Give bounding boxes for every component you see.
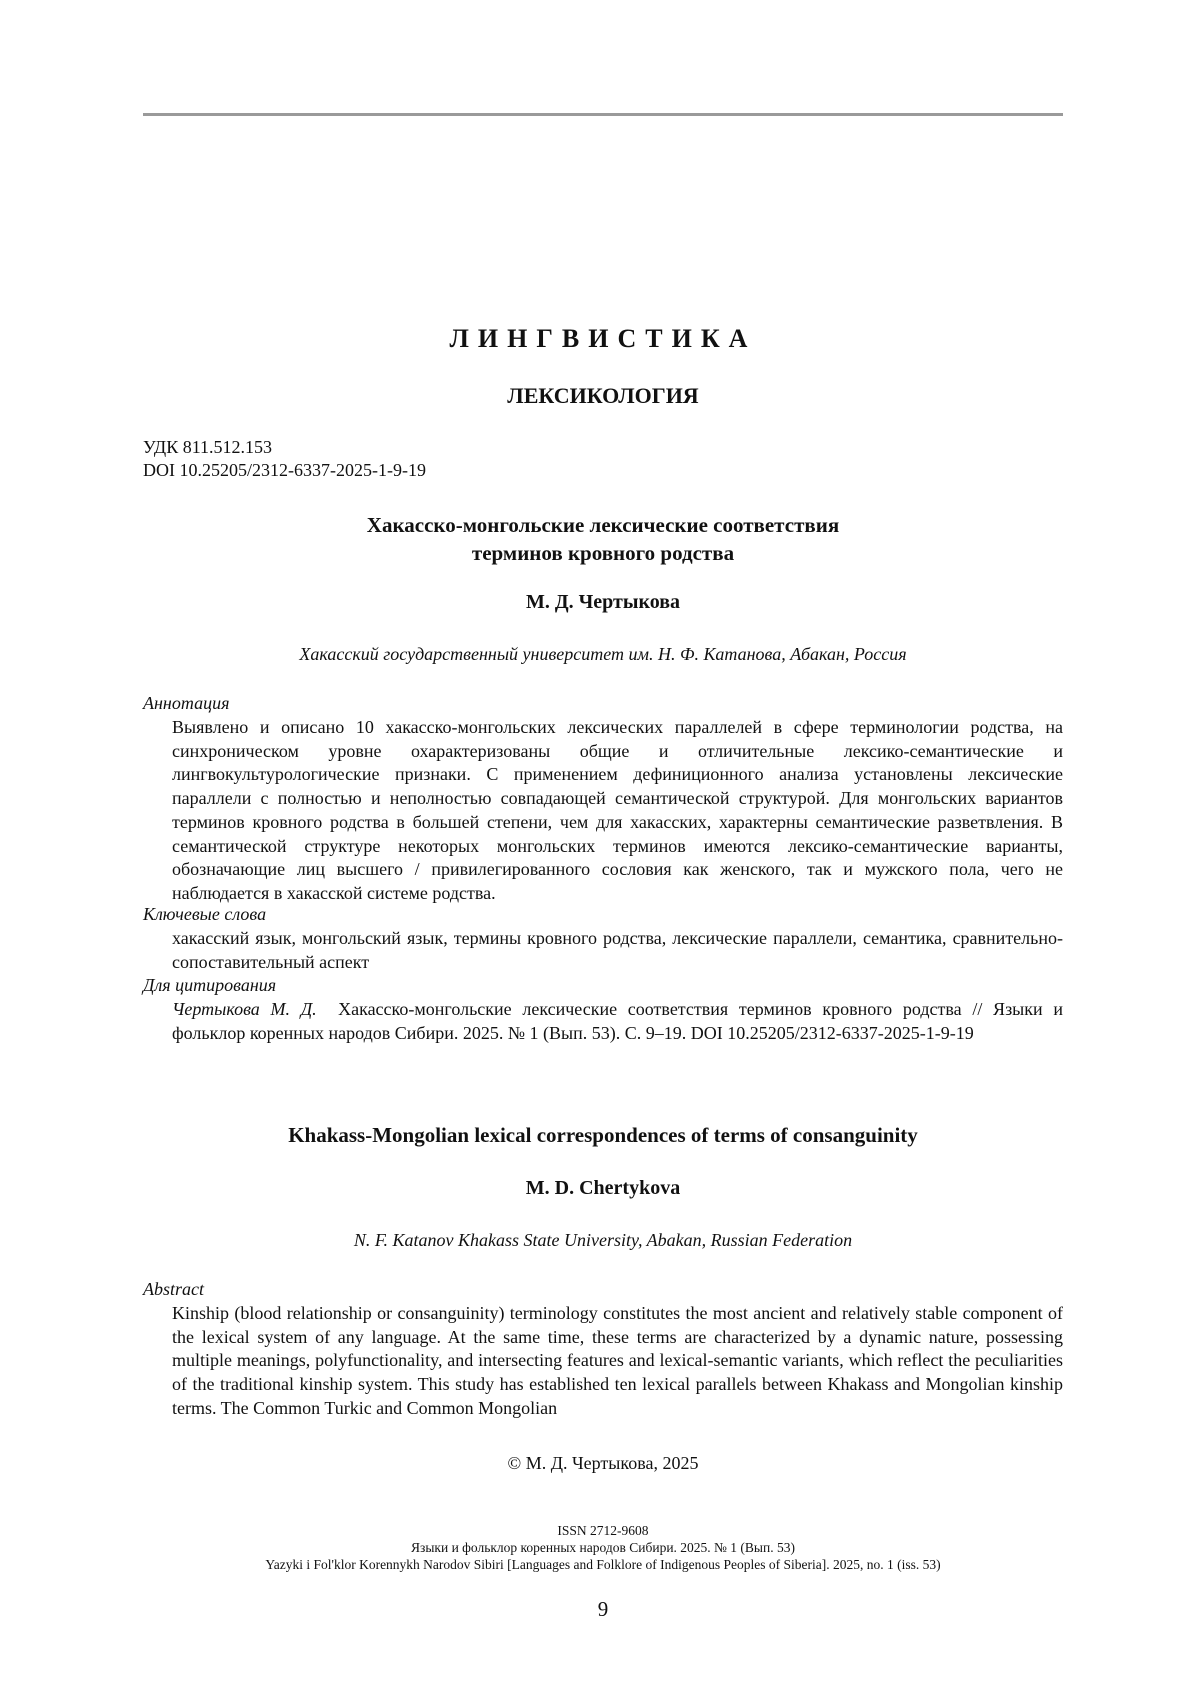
affiliation-ru: Хакасский государственный университет им. Н. Ф. Катанова, Абакан, Россия: [299, 644, 907, 664]
abstract-text: Kinship (blood relationship or consanguinity) terminology constitutes the most ancient and relatively stable component of the lexical system of any language. At the same time, these terms are characterized by a dynamic nature, possessing multiple meanings, polyfunctionality, and intersecting features and lexical-semantic variants, which reflect the peculiarities of the traditional kinship system. This study has established ten lexical parallels between Khakass and Mongolian kinship terms. The Common Turkic and Common Mongolian: [172, 1303, 1063, 1418]
annotation-label: Аннотация: [143, 693, 230, 713]
keywords-label: Ключевые слова: [143, 904, 267, 924]
author-ru: М. Д. Чертыкова: [525, 591, 681, 613]
subsection-heading: ЛЕКСИКОЛОГИЯ: [507, 383, 699, 408]
title-ru-line-2: терминов кровного родства: [471, 541, 735, 565]
keywords-text: хакасский язык, монгольский язык, термины кровного родства, лексические параллели, семантика, сравнительно-сопоставительный аспект: [172, 928, 1063, 972]
journal-footer: [143, 1522, 1063, 1573]
udc-code: УДК 811.512.153: [143, 437, 273, 457]
citation-text: [172, 998, 1063, 1045]
citation-author: Чертыкова М. Д.: [172, 999, 317, 1019]
footer-issn: ISSN 2712-9608: [557, 1523, 649, 1538]
abstract-label: Abstract: [143, 1279, 204, 1299]
article-identifiers: [143, 436, 426, 482]
footer-journal-ru: Языки и фольклор коренных народов Сибири. 2025. № 1 (Вып. 53): [411, 1540, 795, 1555]
article-title-ru: [143, 511, 1063, 567]
doi: DOI 10.25205/2312-6337-2025-1-9-19: [143, 460, 426, 480]
section-heading: ЛИНГВИСТИКА: [449, 324, 757, 353]
affiliation-en: N. F. Katanov Khakass State University, Abakan, Russian Federation: [353, 1230, 853, 1250]
page-number: 9: [597, 1597, 609, 1621]
top-rule: [143, 113, 1063, 116]
author-en: M. D. Chertykova: [525, 1177, 681, 1199]
citation-label: Для цитирования: [143, 975, 277, 995]
footer-journal-en: Yazyki i Fol'klor Korennykh Narodov Sibiri [Languages and Folklore of Indigenous Peoples of Siberia]. 2025, no. 1 (iss. 53): [265, 1557, 941, 1572]
annotation-text: Выявлено и описано 10 хакасско-монгольских лексических параллелей в сфере терминологии родства, на синхроническом уровне охарактеризованы общие и отличительные лексико-семантические и лингвокультурологические признаки. С применением дефиниционного анализа установлены лексические параллели с полностью и неполностью совпадающей семантической структурой. Для монгольских вариантов терминов кровного родства в большей степени, чем для хакасских, характерны семантические разветвления. В семантической структуре некоторых монгольских терминов имеются лексико-семантические варианты, обозначающие лиц высшего / привилегированного сословия как женского, так и мужского пола, чего не наблюдается в хакасской системе родства.: [172, 717, 1063, 903]
copyright: © М. Д. Чертыкова, 2025: [507, 1453, 699, 1473]
title-ru-line-1: Хакасско-монгольские лексические соответствия: [366, 513, 840, 537]
citation-body: Хакасско-монгольские лексические соответствия терминов кровного родства // Языки и фольклор коренных народов Сибири. 2025. № 1 (Вып. 53). С. 9–19. DOI 10.25205/2312-6337-2025-1-9-19: [172, 999, 1064, 1043]
article-title-en: Khakass-Mongolian lexical correspondences of terms of consanguinity: [288, 1123, 918, 1147]
